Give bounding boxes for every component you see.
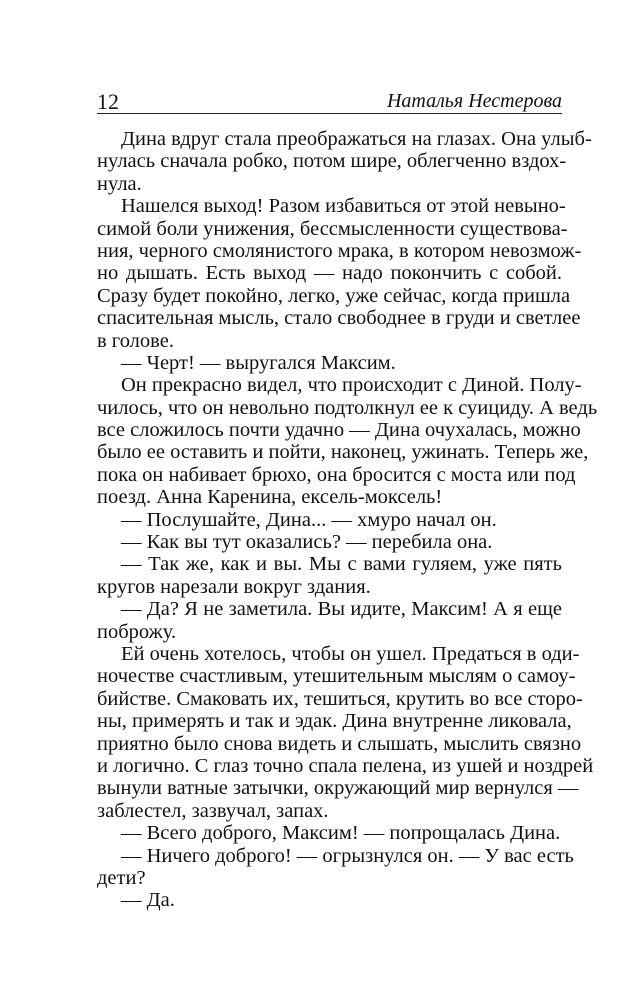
paragraph (97, 128, 592, 195)
text-line: симой боли унижения, бессмысленности существова- (97, 217, 568, 240)
text-line: — Да. (121, 889, 175, 912)
paragraph (97, 844, 574, 890)
text-line: Дина вдруг стала преображаться на глазах. Она улыб- (121, 128, 592, 150)
text-line: пока он набивает брюхо, она бросится с моста или под (97, 463, 576, 486)
page-header (97, 87, 562, 114)
text-line: ния, черного смолянистого мрака, в котором невозмож- (97, 239, 582, 262)
text-line: нулась сначала робко, потом шире, облегченно вздох- (97, 150, 567, 173)
page-number: 12 (97, 89, 119, 114)
text-line: Сразу будет покойно, легко, уже сейчас, когда пришла (97, 284, 571, 307)
text-line: кругов нарезали вокруг здания. (97, 575, 371, 598)
text-line: поезд. Анна Каренина, ексель-моксель! (97, 486, 443, 509)
paragraph (97, 352, 562, 374)
text-line: заблестел, зазвучал, запах. (97, 799, 329, 822)
text-line: все сложилось почти удачно — Дина очухалась, можно (97, 419, 581, 442)
text-line: — Черт! — выругался Максим. (121, 351, 396, 374)
paragraph (97, 553, 562, 598)
text-line: но дышать. Есть выход — надо покончить с собой. (97, 262, 562, 285)
text-line: — Всего доброго, Максим! — попрощалась Дина. (121, 822, 561, 845)
paragraph (97, 889, 562, 911)
text-line: — Ничего доброго! — огрызнулся он. — У вас есть (121, 844, 574, 867)
text-line: Нашелся выход! Разом избавиться от этой невыно- (121, 195, 566, 218)
text-line: — Послушайте, Дина... — хмуро начал он. (121, 508, 497, 531)
text-line: ночестве счастливым, утешительным мыслям о самоу- (97, 665, 576, 688)
paragraph (97, 195, 582, 352)
text-line: дети? (97, 866, 146, 889)
text-line: и логично. С глаз точно спала пелена, из ушей и ноздрей (97, 754, 594, 777)
text-line: бийстве. Смаковать их, тешиться, крутить во все сторо- (97, 687, 583, 710)
text-line: — Да? Я не заметила. Вы идите, Максим! А я еще (121, 598, 562, 621)
paragraph (97, 374, 598, 509)
text-line: в голове. (97, 329, 174, 352)
body-text (97, 128, 598, 912)
text-line: вынули ватные затычки, окружающий мир вернулся — (97, 777, 579, 800)
paragraph (97, 598, 562, 643)
text-line: Ей очень хотелось, чтобы он ушел. Предаться в оди- (121, 642, 580, 665)
text-line: Он прекрасно видел, что происходит с Диной. Полу- (121, 374, 582, 397)
paragraph (97, 642, 594, 822)
paragraph (97, 531, 562, 553)
paragraph (97, 509, 562, 531)
text-line: чилось, что он невольно подтолкнул ее к суициду. А ведь (97, 396, 598, 419)
text-line: — Как вы тут оказались? — перебила она. (121, 531, 493, 554)
text-line: ны, примерять и так и эдак. Дина внутренне ликовала, (97, 710, 572, 733)
text-line: спасительная мысль, стало свободнее в груди и светлее (97, 307, 581, 330)
text-line: приятно было снова видеть и слышать, мыслить связно (97, 732, 582, 755)
text-line: — Так же, как и вы. Мы с вами гуляем, уже пять (121, 553, 562, 576)
running-title: Наталья Нестерова (386, 90, 562, 112)
text-line: нула. (97, 172, 142, 195)
paragraph (97, 822, 562, 844)
text-line: было ее оставить и пойти, наконец, ужинать. Теперь же, (97, 441, 589, 464)
text-line: поброжу. (97, 620, 177, 643)
